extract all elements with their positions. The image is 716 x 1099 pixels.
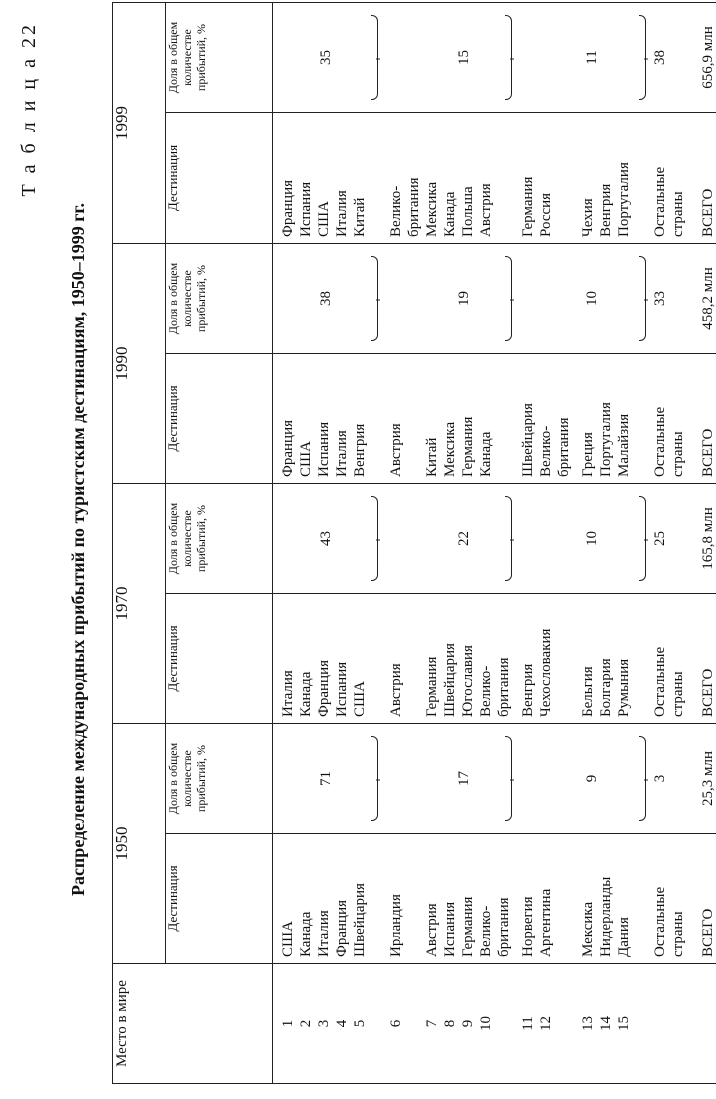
destination-name: Франция	[280, 420, 296, 477]
destination-name: Нидерланды	[598, 876, 614, 957]
destination-name: ВСЕГО	[700, 188, 716, 237]
destination-name: США	[280, 921, 296, 957]
destination-name: США	[298, 441, 314, 477]
destination-name: Греция	[580, 432, 596, 477]
destination-name: Велико-	[478, 665, 494, 717]
destination-name: Германия	[424, 656, 440, 717]
destination-name: Франция	[280, 180, 296, 237]
destination-name: Италия	[334, 430, 350, 477]
share-value: 10	[584, 531, 600, 546]
destination-name: Остальные	[652, 406, 668, 477]
share-value: 25	[652, 531, 668, 546]
share-value: 38	[318, 291, 334, 306]
shares-1999	[273, 3, 716, 113]
destination-name: Португалия	[598, 402, 614, 477]
destination-name: Испания	[334, 661, 350, 717]
destination-name: Китай	[424, 437, 440, 477]
share-value: 11	[584, 50, 600, 65]
destination-name: страны	[670, 671, 686, 717]
destination-name: Ирландия	[388, 894, 404, 957]
destination-name: Велико-	[538, 425, 554, 477]
destination-name: Румыния	[616, 658, 632, 717]
destination-name: Австрия	[388, 663, 404, 717]
place-number: 14	[598, 1016, 614, 1031]
share-header: Доля в общем количестве прибытий, %	[166, 484, 273, 594]
share-value: 17	[456, 771, 472, 786]
destination-name: Мексика	[580, 901, 596, 957]
place-number: 2	[298, 1019, 314, 1028]
destination-name: Швейцария	[352, 883, 368, 957]
destination-name: Остальные	[652, 646, 668, 717]
year-header-1990: 1990	[113, 244, 166, 484]
destinations-1999	[273, 113, 716, 244]
share-header: Доля в общем количестве прибытий, %	[166, 244, 273, 354]
share-value: 15	[456, 50, 472, 65]
total-value: 458,2 млн	[700, 267, 716, 330]
total-value: 25,3 млн	[700, 751, 716, 807]
group-brace	[505, 15, 512, 100]
destination-name: Франция	[334, 900, 350, 957]
place-number: 6	[388, 1019, 404, 1028]
year-header-1970: 1970	[113, 484, 166, 724]
table-number: Т а б л и ц а 22	[18, 22, 40, 197]
destination-header: Дестинация	[166, 354, 273, 484]
destination-name: Россия	[538, 192, 554, 237]
total-value: 165,8 млн	[700, 507, 716, 570]
destination-name: Китай	[352, 197, 368, 237]
destination-name: Аргентина	[538, 888, 554, 957]
group-brace	[371, 736, 378, 821]
destinations-1950	[273, 834, 716, 964]
destination-name: Венгрия	[520, 663, 536, 717]
destination-name: Остальные	[652, 886, 668, 957]
place-number: 4	[334, 1019, 350, 1028]
shares-1970	[273, 484, 716, 594]
destination-name: Венгрия	[352, 423, 368, 477]
share-value: 9	[584, 774, 600, 783]
place-number: 11	[520, 1016, 536, 1031]
group-brace	[371, 256, 378, 341]
place-number: 15	[616, 1016, 632, 1031]
destination-name: страны	[670, 911, 686, 957]
share-value: 19	[456, 291, 472, 306]
share-value: 10	[584, 291, 600, 306]
share-value: 33	[652, 291, 668, 306]
destination-name: США	[316, 201, 332, 237]
destination-name: британия	[406, 177, 422, 237]
place-number: 3	[316, 1019, 332, 1028]
data-table	[112, 2, 716, 1084]
destination-name: Польша	[460, 186, 476, 237]
destinations-1970	[273, 594, 716, 724]
place-column	[273, 964, 716, 1084]
share-value: 43	[318, 531, 334, 546]
destination-name: Мексика	[442, 421, 458, 477]
destination-name: британия	[496, 657, 512, 717]
destination-name: Канада	[298, 911, 314, 957]
caption	[0, 0, 110, 1099]
destination-name: Испания	[316, 421, 332, 477]
destination-header: Дестинация	[166, 113, 273, 244]
destination-name: Италия	[280, 670, 296, 717]
destination-name: Австрия	[478, 183, 494, 237]
destination-name: Португалия	[616, 162, 632, 237]
destination-name: Швейцария	[520, 403, 536, 477]
destination-name: ВСЕГО	[700, 668, 716, 717]
share-value: 3	[652, 774, 668, 783]
destination-name: Дания	[616, 917, 632, 957]
group-brace	[505, 256, 512, 341]
destination-name: Чехословакия	[538, 628, 554, 717]
share-value: 35	[318, 50, 334, 65]
destination-name: Велико-	[388, 185, 404, 237]
destination-name: Югославия	[460, 645, 476, 717]
share-value: 71	[318, 771, 334, 786]
place-number: 5	[352, 1019, 368, 1028]
group-brace	[505, 496, 512, 581]
destination-name: Швейцария	[442, 643, 458, 717]
shares-1990	[273, 244, 716, 354]
destination-name: ВСЕГО	[700, 428, 716, 477]
total-value: 656,9 млн	[700, 26, 716, 89]
destination-name: Канада	[478, 431, 494, 477]
share-value: 38	[652, 50, 668, 65]
destination-name: страны	[670, 191, 686, 237]
destination-name: Испания	[442, 901, 458, 957]
destinations-1990	[273, 354, 716, 484]
group-brace	[639, 256, 646, 341]
destination-name: Австрия	[424, 903, 440, 957]
year-header-1999: 1999	[113, 3, 166, 244]
place-number: 7	[424, 1019, 440, 1028]
place-number: 9	[460, 1019, 476, 1028]
destination-name: британия	[556, 417, 572, 477]
destination-name: США	[352, 681, 368, 717]
destination-name: Остальные	[652, 166, 668, 237]
destination-name: Чехия	[580, 198, 596, 237]
place-number: 8	[442, 1019, 458, 1028]
share-value: 22	[456, 531, 472, 546]
destination-name: Венгрия	[598, 183, 614, 237]
destination-header: Дестинация	[166, 594, 273, 724]
destination-name: Мексика	[424, 181, 440, 237]
group-brace	[639, 15, 646, 100]
destination-name: страны	[670, 431, 686, 477]
destination-name: британия	[496, 897, 512, 957]
place-number: 13	[580, 1016, 596, 1031]
destination-name: Норвегия	[520, 896, 536, 957]
year-header-1950: 1950	[113, 724, 166, 964]
place-header: Место в мире	[113, 964, 273, 1084]
destination-header: Дестинация	[166, 834, 273, 964]
destination-name: Испания	[298, 181, 314, 237]
place-number: 1	[280, 1019, 296, 1028]
destination-name: Италия	[334, 190, 350, 237]
destination-name: Бельгия	[580, 666, 596, 717]
share-header: Доля в общем количестве прибытий, %	[166, 3, 273, 113]
destination-name: Германия	[460, 416, 476, 477]
destination-name: Канада	[298, 671, 314, 717]
table-title: Распределение международных прибытий по туристским дестинациям, 1950–1999 гг.	[68, 202, 88, 897]
destination-name: Малайзия	[616, 413, 632, 477]
destination-name: ВСЕГО	[700, 908, 716, 957]
group-brace	[371, 496, 378, 581]
place-number: 10	[478, 1016, 494, 1031]
destination-name: Франция	[316, 660, 332, 717]
destination-name: Велико-	[478, 905, 494, 957]
shares-1950	[273, 724, 716, 834]
place-number: 12	[538, 1016, 554, 1031]
destination-name: Германия	[520, 176, 536, 237]
destination-name: Болгария	[598, 658, 614, 717]
destination-name: Канада	[442, 191, 458, 237]
destination-name: Германия	[460, 896, 476, 957]
destination-name: Австрия	[388, 423, 404, 477]
group-brace	[371, 15, 378, 100]
destination-name: Италия	[316, 910, 332, 957]
group-brace	[505, 736, 512, 821]
group-brace	[639, 496, 646, 581]
group-brace	[639, 736, 646, 821]
share-header: Доля в общем количестве прибытий, %	[166, 724, 273, 834]
